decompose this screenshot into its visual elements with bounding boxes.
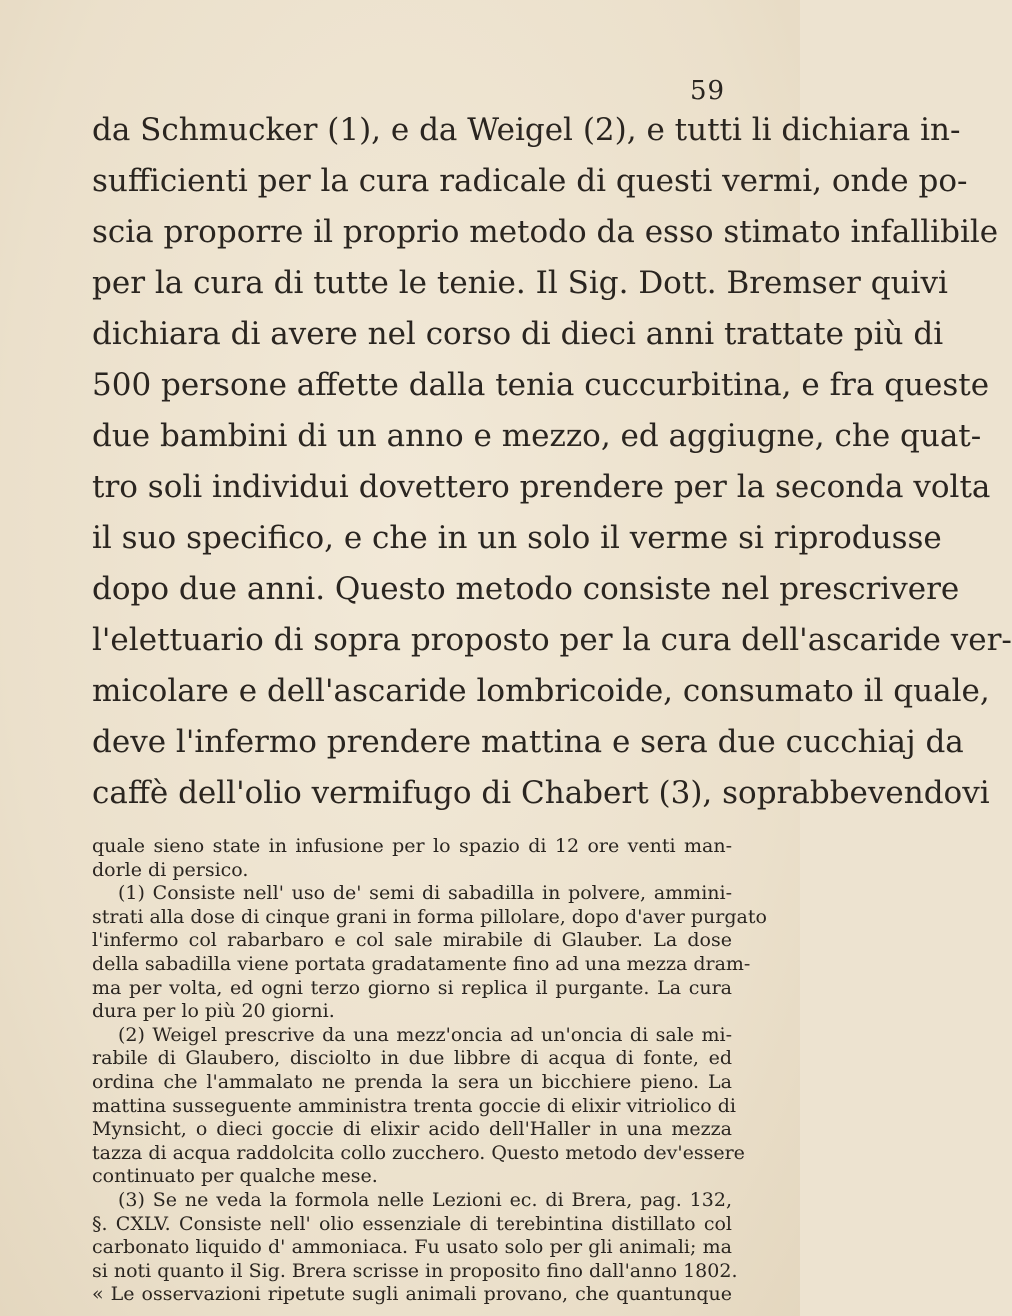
main-line: per la cura di tutte le tenie. Il Sig. Dott. Bremser quivi xyxy=(92,265,948,301)
footnote-line: (1) Consiste nell' uso de' semi di sabadilla in polvere, ammini- xyxy=(118,882,732,905)
footnote-line: §. CXLV. Consiste nell' olio essenziale di terebintina distillato col xyxy=(92,1212,732,1235)
main-line: 500 persone affette dalla tenia cuccurbitina, e fra queste xyxy=(92,367,990,403)
main-line: dopo due anni. Questo metodo consiste nel prescrivere xyxy=(92,571,960,607)
main-line: tro soli individui dovettero prendere per la seconda volta xyxy=(92,469,991,505)
footnote-line: ma per volta, ed ogni terzo giorno si replica il purgante. La cura xyxy=(92,976,732,999)
main-line: il suo specifico, e che in un solo il verme si riprodusse xyxy=(92,520,942,556)
main-line: caffè dell'olio vermifugo di Chabert (3), soprabbevendovi xyxy=(92,775,990,811)
main-line: l'elettuario di sopra proposto per la cura dell'ascaride ver- xyxy=(92,622,1012,658)
main-line: micolare e dell'ascaride lombricoide, consumato il quale, xyxy=(92,673,990,709)
footnote-line: tazza di acqua raddolcita collo zucchero. Questo metodo dev'essere xyxy=(92,1141,745,1164)
footnote-line: Mynsicht, o dieci goccie di elixir acido dell'Haller in una mezza xyxy=(92,1118,732,1141)
main-line: scia proporre il proprio metodo da esso stimato infallibile xyxy=(92,214,999,250)
footnote-line: rabile di Glaubero, disciolto in due libbre di acqua di fonte, ed xyxy=(92,1047,732,1070)
footnote-line: (2) Weigel prescrive da una mezz'oncia ad un'oncia di sale mi- xyxy=(118,1023,732,1046)
main-line: da Schmucker (1), e da Weigel (2), e tutti li dichiara in- xyxy=(92,112,961,148)
page-number: 59 xyxy=(690,76,726,106)
footnote-line: (3) Se ne veda la formola nelle Lezioni ec. di Brera, pag. 132, xyxy=(118,1189,732,1211)
footnote-line: ordina che l'ammalato ne prenda la sera un bicchiere pieno. La xyxy=(92,1071,732,1093)
main-line: sufficienti per la cura radicale di questi vermi, onde po- xyxy=(92,163,968,199)
footnote-line: della sabadilla viene portata gradatamente fino ad una mezza dram- xyxy=(92,953,751,975)
footnote-line: dura per lo più 20 giorni. xyxy=(92,1000,335,1023)
footnote-line: quale sieno state in infusione per lo spazio di 12 ore venti man- xyxy=(92,835,732,857)
main-line: due bambini di un anno e mezzo, ed aggiugne, che quat- xyxy=(92,418,982,454)
footnote-line: si noti quanto il Sig. Brera scrisse in proposito fino dall'anno 1802. xyxy=(92,1259,738,1282)
footnote-line: strati alla dose di cinque grani in forma pillolare, dopo d'aver purgato xyxy=(92,905,767,928)
main-line: deve l'infermo prendere mattina e sera due cucchiaj da xyxy=(92,724,964,760)
footnote-line: l'infermo col rabarbaro e col sale mirabile di Glauber. La dose xyxy=(92,929,732,952)
footnote-line: mattina susseguente amministra trenta goccie di elixir vitriolico di xyxy=(92,1094,737,1117)
footnote-line: « Le osservazioni ripetute sugli animali provano, che quantunque xyxy=(92,1283,732,1306)
main-line: dichiara di avere nel corso di dieci anni trattate più di xyxy=(92,316,944,352)
footnote-line: carbonato liquido d' ammoniaca. Fu usato solo per gli animali; ma xyxy=(92,1236,732,1259)
footnote-line: continuato per qualche mese. xyxy=(92,1165,378,1188)
footnote-line: dorle di persico. xyxy=(92,858,249,881)
